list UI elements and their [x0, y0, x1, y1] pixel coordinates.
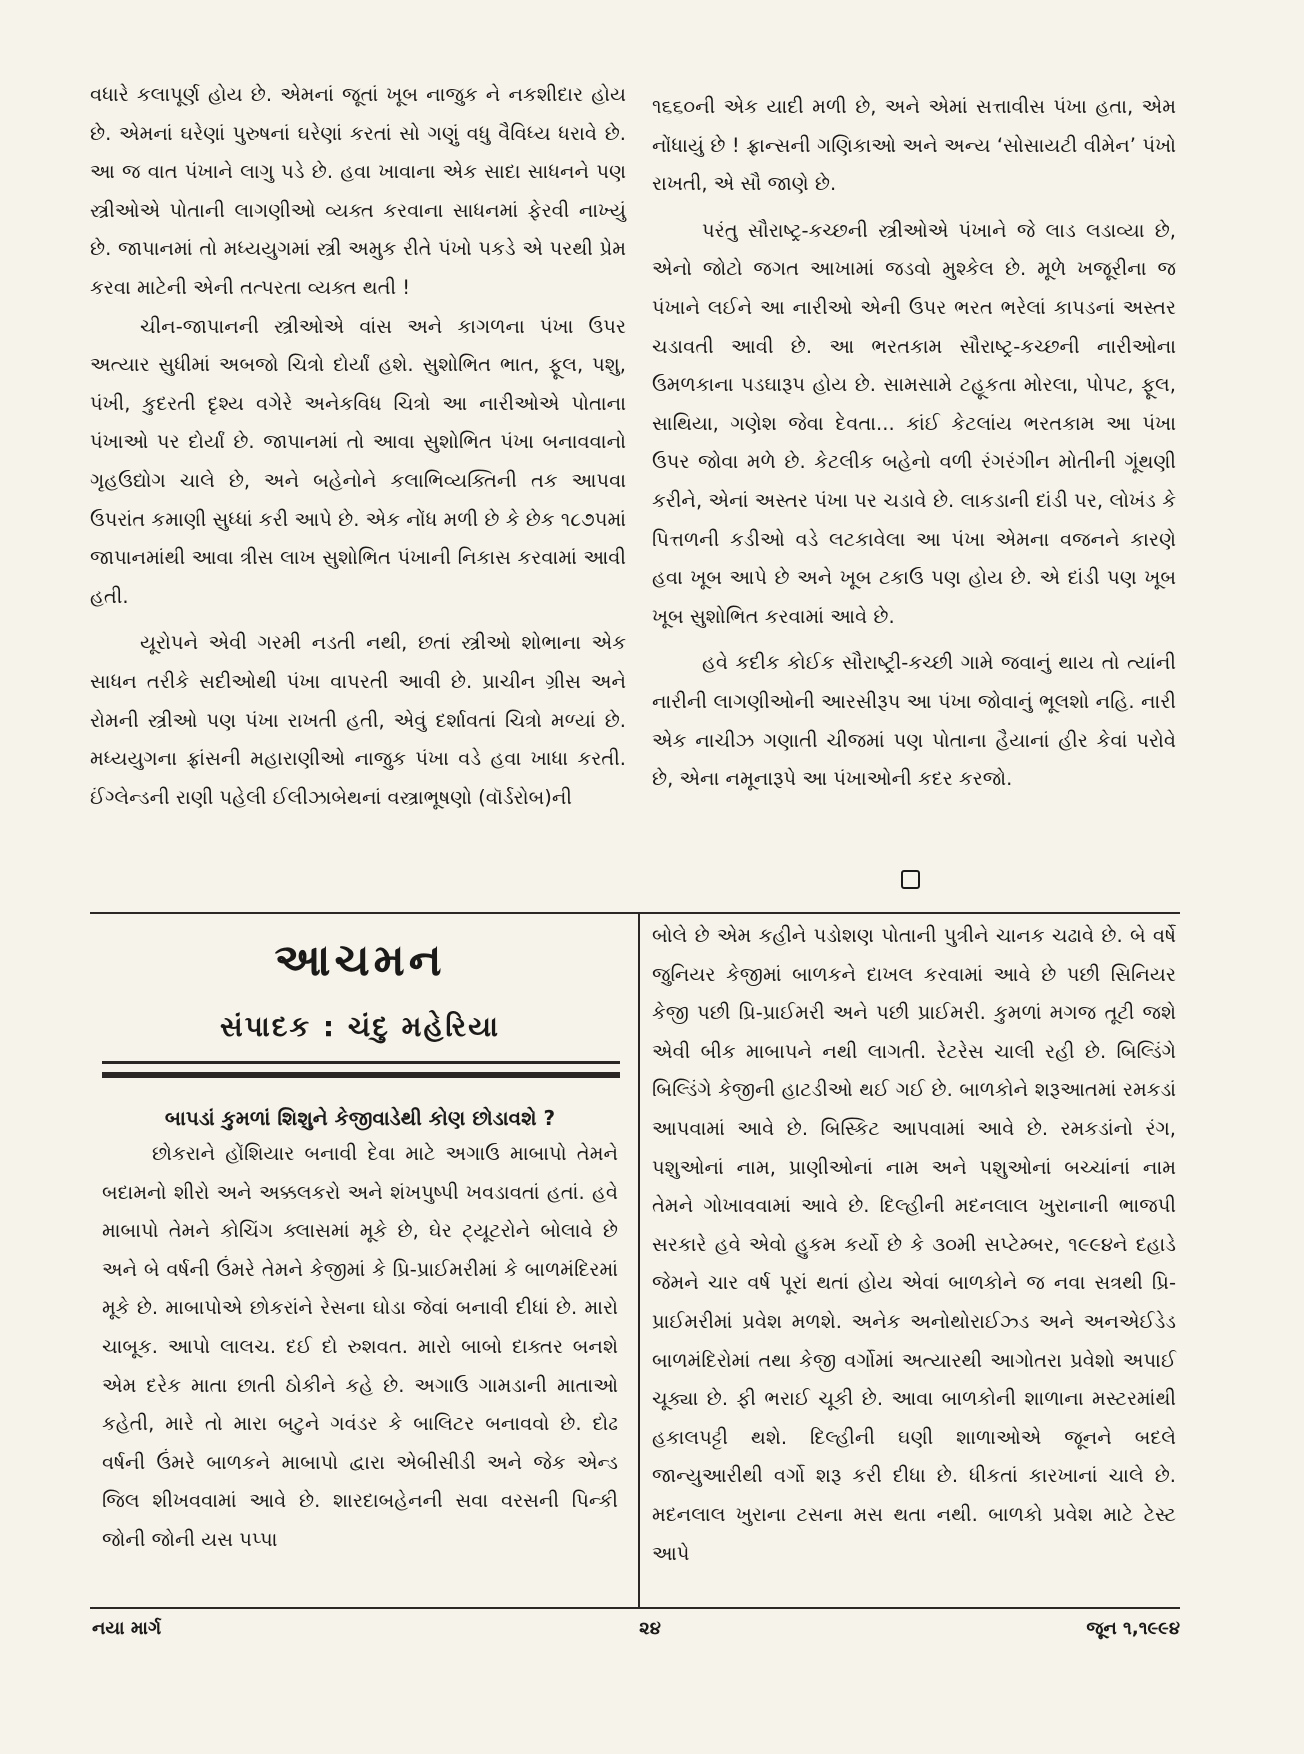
banner-thick-rule	[102, 1072, 620, 1078]
footer-magazine-name: નયા માર્ગ	[92, 1618, 162, 1639]
article-paragraph: બોલે છે એમ કહીને પડોશણ પોતાની પુત્રીને ચાનક ચઢાવે છે. બે વર્ષે જુનિયર કેજીમાં બાળકને દાખલ કરવામાં આવે છે પછી સિનિયર કેજી પછી પ્રિ-પ્રાઈમરી અને પછી પ્રાઈમરી. કુમળાં મગજ તૂટી જશે એવી બીક માબાપને નથી લાગતી. રેટરેસ ચાલી રહી છે. બિલ્ડિંગે બિલ્ડિંગે કેજીની હાટડીઓ થઈ ગઈ છે. બાળકોને શરૂઆતમાં રમકડાં આપવામાં આવે છે. બિસ્કિટ આપવામાં આવે છે. રમકડાંનો રંગ, પશુઓનાં નામ, પ્રાણીઓનાં નામ અને પશુઓનાં બચ્ચાંનાં નામ તેમને ગોખાવવામાં આવે છે. દિલ્હીની મદનલાલ ખુરાનાની ભાજપી સરકારે હવે એવો હુકમ કર્યો છે કે ૩૦મી સપ્ટેમ્બર, ૧૯૯૪ને દહાડે જેમને ચાર વર્ષ પૂરાં થતાં હોય એવાં બાળકોને જ નવા સત્રથી પ્રિ-પ્રાઈમરીમાં પ્રવેશ મળશે. અનેક અનોથોરાઈઝ્ડ અને અનએઈડેડ બાળમંદિરોમાં તથા કેજી વર્ગોમાં અત્યારથી આગોતરા પ્રવેશો અપાઈ ચૂક્યા છે. ફી ભરાઈ ચૂકી છે. આવા બાળકોની શાળાના મસ્ટરમાંથી હકાલપટ્ટી થશે. દિલ્હીની ઘણી શાળાઓએ જૂનને બદલે જાન્યુઆરીથી વર્ગો શરૂ કરી દીધા છે. ધીકતાં કારખાનાં ચાલે છે. મદનલાલ ખુરાના ટસના મસ થતા નથી. બાળકો પ્રવેશ માટે ટેસ્ટ આપે	[652, 924, 1176, 1565]
article-headline: બાપડાં કુમળાં શિશુને કેજીવાડેથી કોણ છોડાવશે ?	[164, 1106, 556, 1130]
article-paragraph: વધારે કલાપૂર્ણ હોય છે. એમનાં જૂતાં ખૂબ નાજુક ને નકશીદાર હોય છે. એમનાં ઘરેણાં પુરુષનાં ઘરેણાં કરતાં સો ગણું વધુ વૈવિધ્ય ધરાવે છે. આ જ વાત પંખાને લાગુ પડે છે. હવા ખાવાના એક સાદા સાધનને પણ સ્ત્રીઓએ પોતાની લાગણીઓ વ્યક્ત કરવાના સાધનમાં ફેરવી નાખ્યું છે. જાપાનમાં તો મધ્યયુગમાં સ્ત્રી અમુક રીતે પંખો પકડે એ પરથી પ્રેમ કરવા માટેની એની તત્પરતા વ્યક્ત થતી !	[90, 83, 626, 299]
article-paragraph: હવે કદીક કોઈક સૌરાષ્ટ્રી-કચ્છી ગામે જવાનું થાય તો ત્યાંની નારીની લાગણીઓની આરસીરૂપ આ પંખા જોવાનું ભૂલશો નહિ. નારી એક નાચીઝ ગણાતી ચીજમાં પણ પોતાના હૈયાનાં હીર કેવાં પરોવે છે, એના નમૂનારૂપે આ પંખાઓની કદર કરજો.	[652, 651, 1176, 791]
article-paragraph: ચીન-જાપાનની સ્ત્રીઓએ વાંસ અને કાગળના પંખા ઉપર અત્યાર સુધીમાં અબજો ચિત્રો દોર્યાં હશે. સુશોભિત ભાત, ફૂલ, પશુ, પંખી, કુદરતી દૃશ્ય વગેરે અનેકવિધ ચિત્રો આ નારીઓએ પોતાના પંખાઓ પર દોર્યાં છે. જાપાનમાં તો આવા સુશોભિત પંખા બનાવવાનો ગૃહઉદ્યોગ ચાલે છે, અને બહેનોને કલાભિવ્યક્તિની તક આપવા ઉપરાંત કમાણી સુધ્ધાં કરી આપે છે. એક નોંધ મળી છે કે છેક ૧૮૭૫માં જાપાનમાંથી આવા ત્રીસ લાખ સુશોભિત પંખાની નિકાસ કરવામાં આવી હતી.	[90, 314, 626, 608]
article-right-column	[652, 88, 1176, 799]
section-divider	[90, 912, 1180, 914]
article-paragraph: પરંતુ સૌરાષ્ટ્ર-કચ્છની સ્ત્રીઓએ પંખાને જે લાડ લડાવ્યા છે, એનો જોટો જગત આખામાં જડવો મુશ્કેલ છે. મૂળે ખજૂરીના જ પંખાને લઈને આ નારીઓ એની ઉપર ભરત ભરેલાં કાપડનાં અસ્તર ચડાવતી આવી છે. આ ભરતકામ સૌરાષ્ટ્ર-કચ્છની નારીઓના ઉમળકાના પડઘારૂપ હોય છે. સામસામે ટહૂકતા મોરલા, પોપટ, ફૂલ, સાથિયા, ગણેશ જેવા દેવતા... કાંઈ કેટલાંય ભરતકામ આ પંખા ઉપર જોવા મળે છે. કેટલીક બહેનો વળી રંગરંગીન મોતીની ગૂંથણી કરીને, એનાં અસ્તર પંખા પર ચડાવે છે. લાકડાની દાંડી પર, લોખંડ કે પિત્તળની કડીઓ વડે લટકાવેલા આ પંખા એમના વજનને કારણે હવા ખૂબ આપે છે અને ખૂબ ટકાઉ પણ હોય છે. એ દાંડી પણ ખૂબ ખૂબ સુશોભિત કરવામાં આવે છે.	[652, 218, 1176, 628]
column-editor-byline: સંપાદક : ચંદુ મહેરિયા	[220, 1010, 500, 1043]
footer-page-number: ૨૪	[639, 1618, 661, 1639]
column-title: આચમન	[274, 935, 446, 986]
column-left-body	[102, 1135, 618, 1560]
article-paragraph: છોકરાને હોંશિયાર બનાવી દેવા માટે અગાઉ માબાપો તેમને બદામનો શીરો અને અક્કલકરો અને શંખપુષ્પી ખવડાવતાં હતાં. હવે માબાપો તેમને કોચિંગ ક્લાસમાં મૂકે છે, ઘેર ટ્યૂટરોને બોલાવે છે અને બે વર્ષની ઉંમરે તેમને કેજીમાં કે પ્રિ-પ્રાઈમરીમાં કે બાળમંદિરમાં મૂકે છે. માબાપોએ છોકરાંને રેસના ઘોડા જેવાં બનાવી દીધાં છે. મારો ચાબૂક. આપો લાલચ. દઈ દો રુશવત. મારો બાબો દાક્તર બનશે એમ દરેક માતા છાતી ઠોકીને કહે છે. અગાઉ ગામડાની માતાઓ કહેતી, મારે તો મારા બટુને ગવંડર કે બાલિટર બનાવવો છે. દોઢ વર્ષની ઉંમરે બાળકને માબાપો દ્વારા એબીસીડી અને જેક એન્ડ જિલ શીખવવામાં આવે છે. શારદાબહેનની સવા વરસની પિન્કી જોની જોની યસ પપ્પા	[102, 1142, 618, 1551]
article-paragraph: યૂરોપને એવી ગરમી નડતી નથી, છતાં સ્ત્રીઓ શોભાના એક સાધન તરીકે સદીઓથી પંખા વાપરતી આવી છે. પ્રાચીન ગ્રીસ અને રોમની સ્ત્રીઓ પણ પંખા રાખતી હતી, એવું દર્શાવતાં ચિત્રો મળ્યાં છે. મધ્યયુગના ફ્રાંસની મહારાણીઓ નાજુક પંખા વડે હવા ખાધા કરતી. ઈંગ્લેન્ડની રાણી પહેલી ઈલીઝાબેથનાં વસ્ત્રાભૂષણો (વૉર્ડરોબ)ની	[90, 631, 626, 809]
article-left-column	[90, 76, 626, 817]
column-divider	[638, 914, 640, 1607]
footer-issue-date: જૂન ૧,૧૯૯૪	[1086, 1618, 1180, 1639]
banner-thin-rule	[102, 1061, 620, 1064]
footer-rule	[90, 1607, 1180, 1609]
article-end-box-icon	[901, 870, 920, 889]
column-right-body	[652, 917, 1176, 1573]
article-paragraph: ૧૬૬૦ની એક યાદી મળી છે, અને એમાં સત્તાવીસ પંખા હતા, એમ નોંધાયું છે ! ફ્રાન્સની ગણિકાઓ અને અન્ય ‘સોસાયટી વીમેન’ પંખો રાખતી, એ સૌ જાણે છે.	[652, 95, 1176, 196]
